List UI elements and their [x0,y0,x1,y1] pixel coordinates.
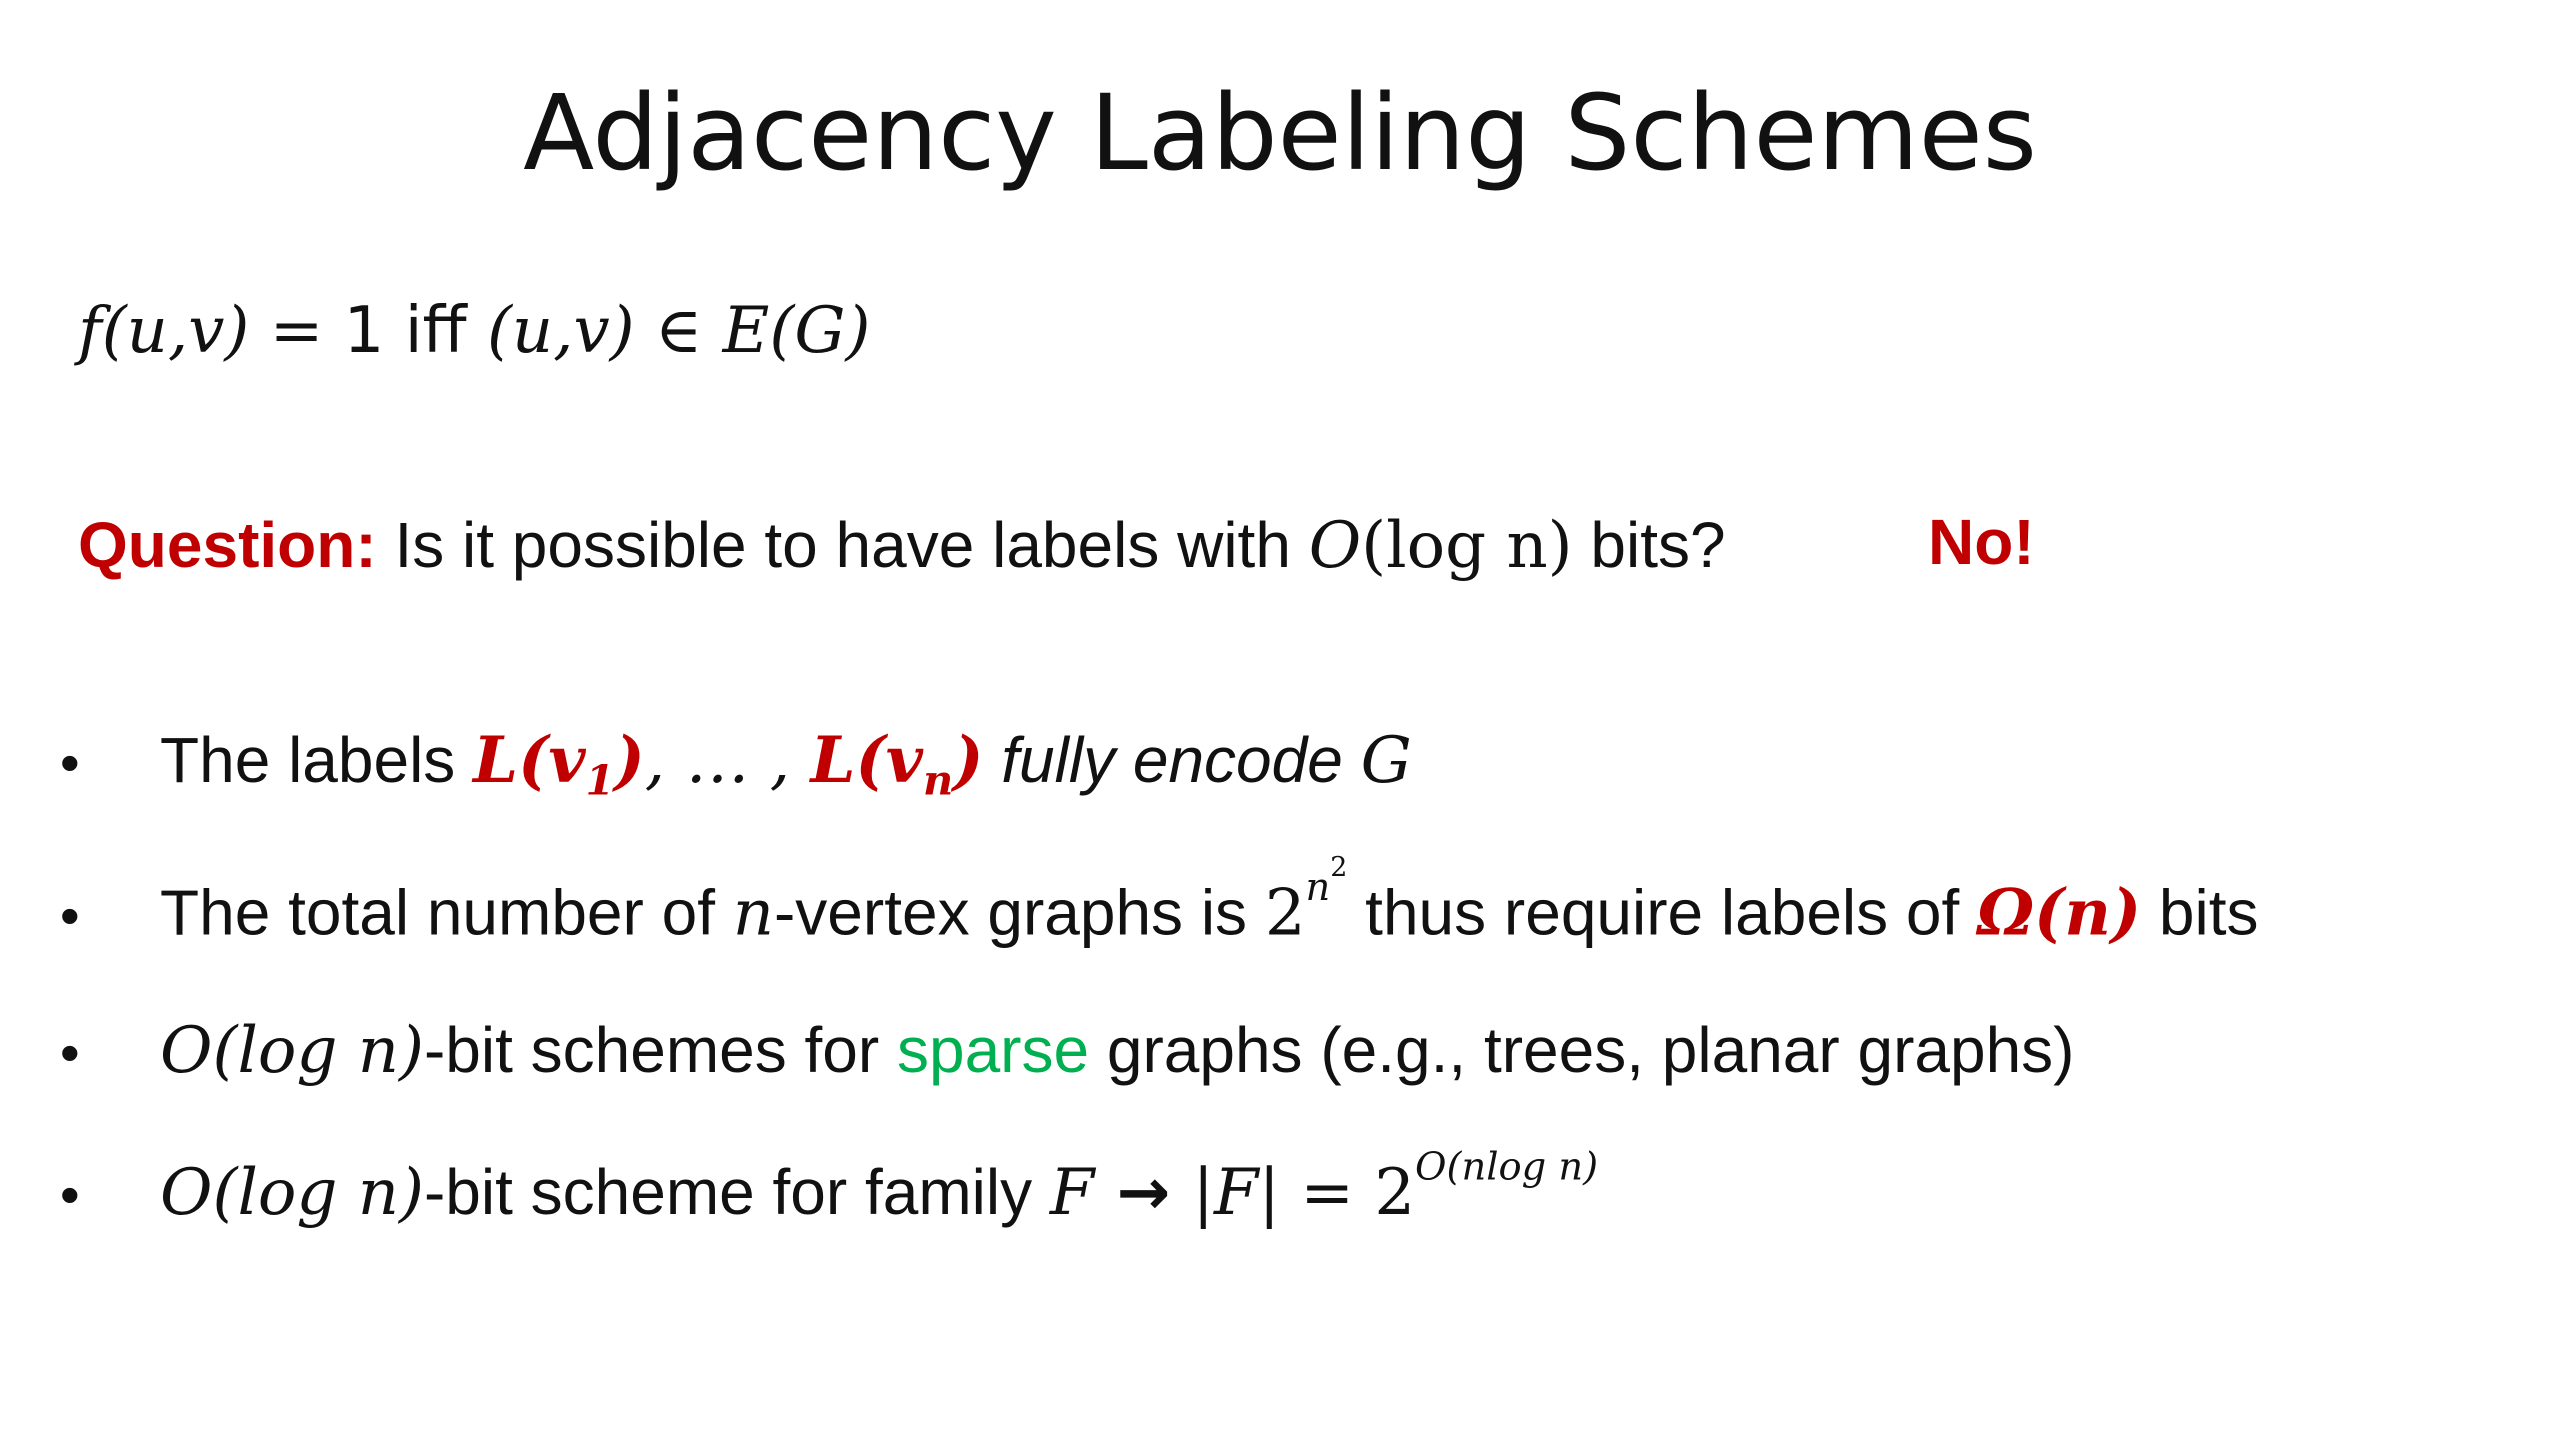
question-text-after: bits? [1572,509,1726,581]
equals-sign: = [1280,1156,1375,1230]
bullet-text: The total number of [160,876,733,949]
label-v1-close: ) [614,723,645,798]
bullet-dot: • [60,731,80,794]
big-o-log-n: O(log n) [160,1014,424,1088]
family-f: F [1049,1156,1095,1230]
sparse-word: sparse [896,1014,1090,1086]
bullet-text: The labels [160,724,474,796]
label-vn [810,723,984,805]
exp-n: n [1305,865,1331,911]
bullet-dot: • [60,883,80,947]
var-n: n [732,876,774,951]
power-exponent: O(nlog n) [1415,1144,1599,1190]
bullet-text-after: graphs (e.g., trees, planar graphs) [1089,1014,2075,1086]
bullet-text-mid: -vertex graphs is [773,876,1265,949]
bullet-text: -bit schemes for [423,1014,897,1086]
bullet-text: -bit scheme for family [423,1156,1050,1228]
question-math-arg: (log n) [1361,509,1573,583]
arrow-icon: → [1094,1156,1193,1230]
exp-2: 2 [1330,852,1348,883]
omega-n: Ω(n) [1977,875,2142,951]
family-size: |F| [1192,1156,1280,1230]
bullet-labels-encode [60,720,1412,803]
label-v1 [473,723,645,805]
graph-g: G [1360,724,1412,798]
adjacency-formula [78,290,870,371]
formula-one: 1 [343,294,385,368]
formula-iff: iff [384,294,487,368]
formula-equals: = [249,294,344,368]
label-vn-sub: n [922,755,954,805]
label-vn-base: L(v [810,723,923,798]
label-v1-base: L(v [473,723,586,798]
label-vn-close: ) [953,723,984,798]
answer-no: No! [1928,506,2035,578]
bullet-sparse-graphs [60,1010,2074,1093]
bullet-dot: • [60,1021,80,1084]
question-label: Question: [78,509,377,581]
power-exponent [1305,852,1348,911]
bullet-total-graphs [60,852,2259,956]
slide-title: Adjacency Labeling Schemes [523,72,2037,194]
power-base: 2 [1374,1156,1416,1230]
power-base: 2 [1264,876,1306,951]
formula-rhs: (u,v) ∈ E(G) [486,294,871,368]
bullet-text-mid2: thus require labels of [1347,876,1978,949]
bullet-family-scheme [60,1144,1599,1235]
question-line [78,505,1726,586]
formula-lhs: f(u,v) [78,294,250,368]
label-v1-sub: 1 [585,755,615,805]
label-ellipsis: , … , [644,724,811,798]
question-math-o: O [1308,509,1362,583]
bullet-dot: • [60,1163,80,1226]
question-text: Is it possible to have labels with [376,509,1309,581]
bullet-text-suffix: bits [2141,876,2259,949]
big-o-log-n: O(log n) [160,1156,424,1230]
bullet-text-italic: fully encode [983,724,1361,796]
